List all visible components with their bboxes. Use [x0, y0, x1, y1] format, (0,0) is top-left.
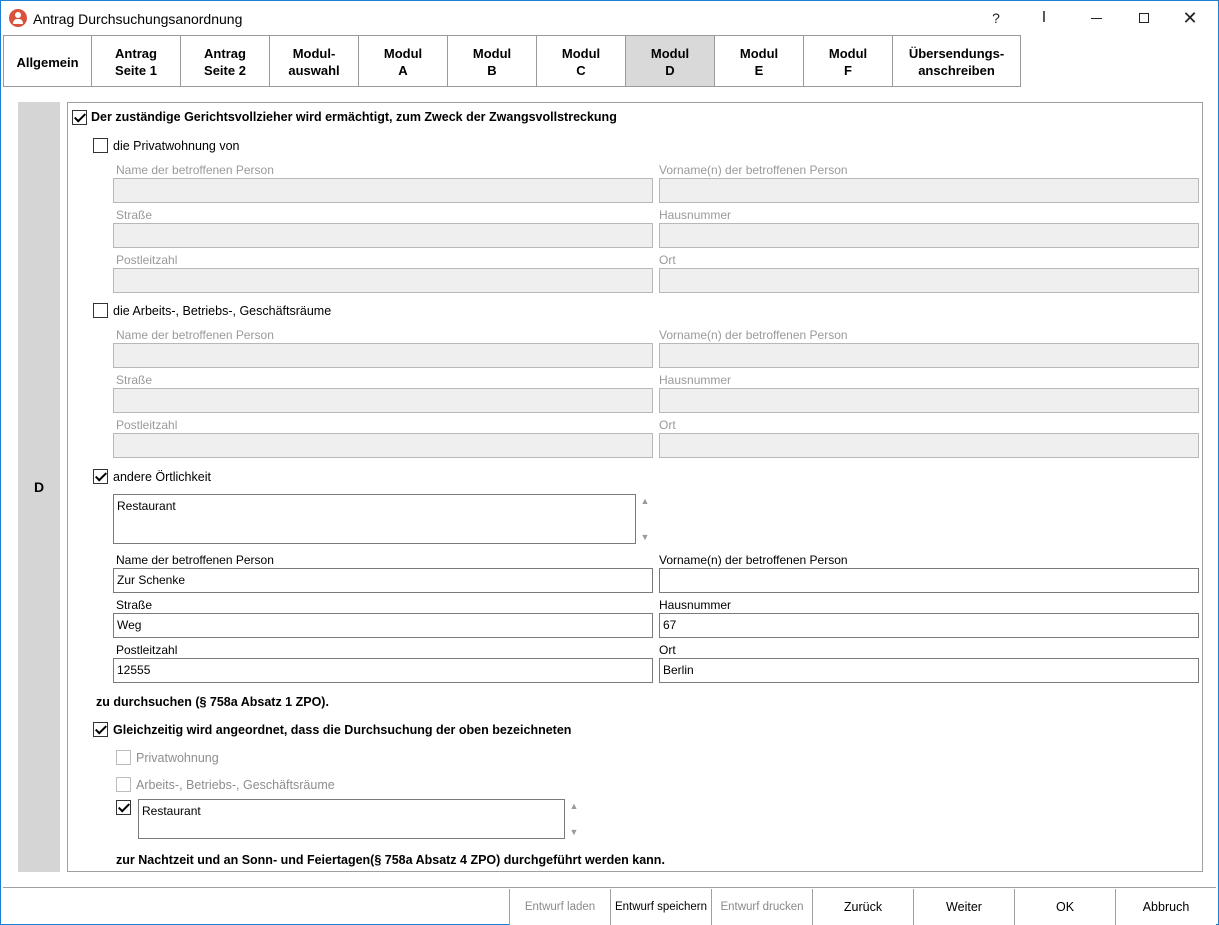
tab-label: Übersendungs-	[908, 46, 1005, 61]
andere-vorname-field[interactable]	[659, 568, 1199, 593]
andere-ort-label: Ort	[659, 643, 676, 657]
button-bar-divider	[3, 887, 1216, 888]
minimize-button[interactable]	[1073, 1, 1119, 35]
module-d-form	[67, 102, 1203, 872]
arbeit-name-field[interactable]	[113, 343, 653, 368]
tab-label: Antrag	[204, 46, 246, 61]
privat-strasse-field[interactable]	[113, 223, 653, 248]
tab-antrag-seite-1[interactable]	[92, 35, 181, 87]
tab-label: D	[665, 63, 675, 78]
scroll-up-icon[interactable]: ▲	[640, 496, 650, 506]
arbeit-plz-field[interactable]	[113, 433, 653, 458]
tab-label: Modul	[650, 46, 690, 61]
zurueck-button[interactable]: Zurück	[812, 889, 913, 925]
gleichzeitig-andere-scrollbar[interactable]	[567, 799, 581, 839]
section-side-label: D	[18, 102, 60, 872]
tab-label: Antrag	[115, 46, 157, 61]
entwurf-laden-button[interactable]: Entwurf laden	[509, 889, 610, 925]
andere-strasse-field[interactable]: Weg	[113, 613, 653, 638]
tab-label: Seite 2	[204, 63, 246, 78]
tab-modul-a[interactable]	[359, 35, 448, 87]
tab-label: Allgemein	[16, 54, 79, 70]
gleichzeitig-checkbox[interactable]	[93, 722, 108, 737]
gleichzeitig-label: Gleichzeitig wird angeordnet, dass die Durchsuchung der oben bezeichneten	[113, 723, 572, 737]
arbeit-name-label: Name der betroffenen Person	[116, 328, 274, 342]
abbruch-button[interactable]: Abbruch	[1115, 889, 1216, 925]
privat-ort-field[interactable]	[659, 268, 1199, 293]
tab-label: Modul	[561, 46, 601, 61]
andere-description-scrollbar[interactable]	[638, 494, 652, 544]
tab-label: Seite 1	[115, 63, 157, 78]
privatwohnung-label: die Privatwohnung von	[113, 139, 240, 153]
gleichzeitig-arbeit-checkbox[interactable]	[116, 777, 131, 792]
zu-durchsuchen-text: zu durchsuchen (§ 758a Absatz 1 ZPO).	[96, 695, 329, 709]
privat-vorname-label: Vorname(n) der betroffenen Person	[659, 163, 848, 177]
arbeit-plz-label: Postleitzahl	[116, 418, 178, 432]
privat-name-label: Name der betroffenen Person	[116, 163, 274, 177]
minimize-icon	[1091, 18, 1102, 19]
tab-modulauswahl[interactable]	[270, 35, 359, 87]
main-authorization-checkbox[interactable]	[72, 110, 87, 125]
maximize-button[interactable]	[1121, 1, 1167, 35]
weiter-button[interactable]: Weiter	[913, 889, 1014, 925]
andere-oertlichkeit-checkbox[interactable]	[93, 469, 108, 484]
andere-hausnummer-label: Hausnummer	[659, 598, 732, 612]
gleichzeitig-privat-checkbox[interactable]	[116, 750, 131, 765]
privatwohnung-checkbox[interactable]	[93, 138, 108, 153]
privat-plz-field[interactable]	[113, 268, 653, 293]
close-button[interactable]: ✕	[1182, 7, 1198, 28]
tab-label: C	[576, 63, 586, 78]
help-button[interactable]: ?	[992, 10, 1000, 26]
scroll-up-icon[interactable]: ▲	[569, 801, 579, 811]
title-bar	[1, 1, 1218, 35]
andere-ort-field[interactable]: Berlin	[659, 658, 1199, 683]
tab-label: Modul-	[292, 46, 336, 61]
arbeit-vorname-field[interactable]	[659, 343, 1199, 368]
main-authorization-label: Der zuständige Gerichtsvollzieher wird ermächtigt, zum Zweck der Zwangsvollstreckung	[91, 110, 617, 124]
andere-hausnummer-field[interactable]: 67	[659, 613, 1199, 638]
maximize-icon	[1139, 13, 1149, 23]
entwurf-speichern-button[interactable]: Entwurf speichern	[610, 889, 711, 925]
tab-modul-e[interactable]	[715, 35, 804, 87]
privat-hausnummer-label: Hausnummer	[659, 208, 732, 222]
privat-vorname-field[interactable]	[659, 178, 1199, 203]
tab-antrag-seite-2[interactable]	[181, 35, 270, 87]
arbeit-vorname-label: Vorname(n) der betroffenen Person	[659, 328, 848, 342]
arbeit-hausnummer-label: Hausnummer	[659, 373, 732, 387]
scroll-down-icon[interactable]: ▼	[569, 827, 579, 837]
tab-uebersendungsanschreiben[interactable]	[893, 35, 1021, 87]
tab-label: Modul	[472, 46, 512, 61]
gleichzeitig-privat-label: Privatwohnung	[136, 751, 219, 765]
text-cursor-icon: I	[1041, 9, 1047, 26]
arbeit-strasse-label: Straße	[116, 373, 153, 387]
andere-plz-field[interactable]: 12555	[113, 658, 653, 683]
arbeit-strasse-field[interactable]	[113, 388, 653, 413]
entwurf-drucken-button[interactable]: Entwurf drucken	[711, 889, 812, 925]
andere-name-label: Name der betroffenen Person	[116, 553, 274, 567]
nachtzeit-text: zur Nachtzeit und an Sonn- und Feiertagen(§ 758a Absatz 4 ZPO) durchgeführt werden kann.	[116, 853, 665, 867]
tab-modul-f[interactable]	[804, 35, 893, 87]
tab-bar	[3, 35, 1021, 87]
tab-label: Modul	[828, 46, 868, 61]
tab-modul-d[interactable]	[626, 35, 715, 87]
andere-description-textarea[interactable]: Restaurant	[113, 494, 636, 544]
scroll-down-icon[interactable]: ▼	[640, 532, 650, 542]
tab-label: Modul	[383, 46, 423, 61]
andere-plz-label: Postleitzahl	[116, 643, 178, 657]
arbeit-hausnummer-field[interactable]	[659, 388, 1199, 413]
tab-modul-b[interactable]	[448, 35, 537, 87]
arbeitsraeume-label: die Arbeits-, Betriebs-, Geschäftsräume	[113, 304, 332, 318]
arbeitsraeume-checkbox[interactable]	[93, 303, 108, 318]
arbeit-ort-field[interactable]	[659, 433, 1199, 458]
andere-name-field[interactable]: Zur Schenke	[113, 568, 653, 593]
tab-label: auswahl	[288, 63, 340, 78]
privat-hausnummer-field[interactable]	[659, 223, 1199, 248]
andere-vorname-label: Vorname(n) der betroffenen Person	[659, 553, 848, 567]
tab-label: F	[844, 63, 852, 78]
gleichzeitig-andere-checkbox[interactable]	[116, 800, 131, 815]
ok-button[interactable]: OK	[1014, 889, 1115, 925]
tab-label: B	[487, 63, 497, 78]
privat-name-field[interactable]	[113, 178, 653, 203]
tab-label: A	[398, 63, 408, 78]
window-title: Antrag Durchsuchungsanordnung	[33, 11, 243, 27]
andere-strasse-label: Straße	[116, 598, 153, 612]
tab-label: E	[754, 63, 764, 78]
tab-label: Modul	[739, 46, 779, 61]
gleichzeitig-arbeit-label: Arbeits-, Betriebs-, Geschäftsräume	[136, 778, 335, 792]
button-bar	[509, 889, 1216, 925]
tab-allgemein[interactable]	[3, 35, 92, 87]
andere-oertlichkeit-label: andere Örtlichkeit	[113, 470, 211, 484]
tab-label: anschreiben	[918, 63, 995, 78]
privat-strasse-label: Straße	[116, 208, 153, 222]
app-user-icon	[9, 9, 27, 27]
privat-plz-label: Postleitzahl	[116, 253, 178, 267]
tab-modul-c[interactable]	[537, 35, 626, 87]
gleichzeitig-andere-textarea[interactable]: Restaurant	[138, 799, 565, 839]
arbeit-ort-label: Ort	[659, 418, 676, 432]
privat-ort-label: Ort	[659, 253, 676, 267]
